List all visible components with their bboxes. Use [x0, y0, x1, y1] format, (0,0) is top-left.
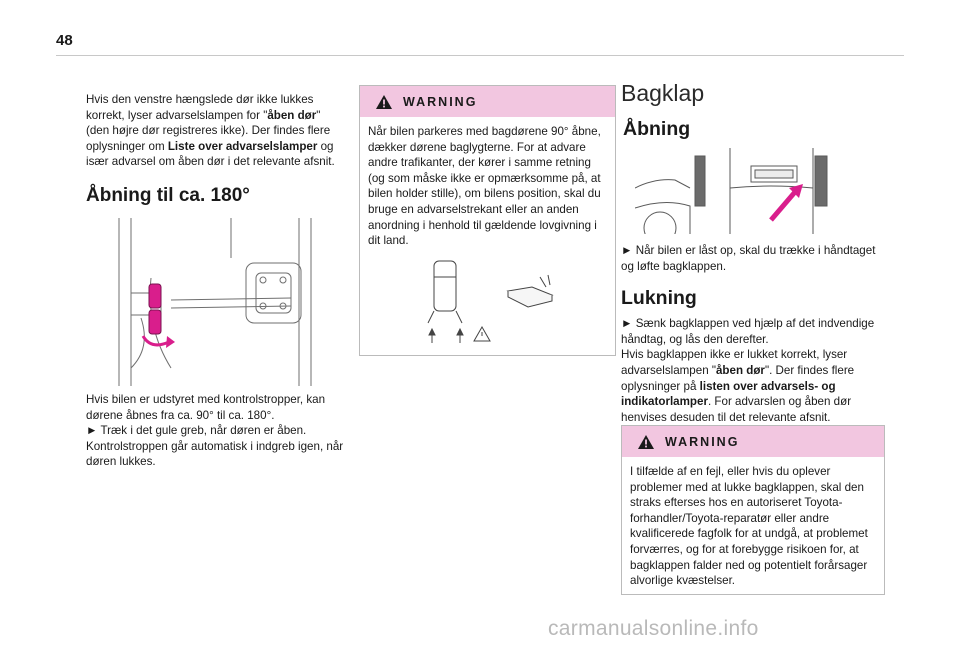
heading-open: Åbning	[623, 118, 691, 140]
close-text-3: . For advarslen og åben dør henvises desuden til det relevante afsnit.	[621, 395, 852, 424]
manual-book-icon	[508, 275, 552, 307]
check-strap-note: Kontrolstroppen går automatisk i indgreb igen, når døren lukkes.	[86, 439, 344, 469]
check-strap-instruction: ► Træk i det gule greb, når døren er åben.	[86, 424, 307, 438]
warning-text: Når bilen parkeres med bagdørene 90° åbne, dækker dørene baglygterne. For at advare andre trafikanter, der kører i samme retning (og som måske ikke er opmærksomme på, at bilen holder stille), om bilens position, skal du bruge en advarselstrekant eller an anden anordning i henhold til gældende lovgivning i dit land.	[368, 125, 601, 248]
close-text-1: Hvis bagklappen ikke er lukket korrekt, lyser advarselslampen "	[621, 348, 848, 377]
left-column	[86, 92, 341, 207]
warning-header-2	[622, 426, 884, 457]
intro-bold-1: åben dør	[267, 108, 317, 122]
header-divider	[56, 55, 904, 56]
warning-triangle-icon	[637, 434, 655, 450]
warning-header	[360, 86, 615, 117]
watermark: carmanualsonline.info	[548, 617, 759, 640]
warning-triangle-icon	[375, 94, 393, 110]
heading-open-180: Åbning til ca. 180°	[86, 184, 250, 206]
car-top-view-icon	[428, 261, 490, 343]
page-number: 48	[56, 32, 73, 49]
intro-paragraph	[86, 92, 341, 170]
close-instruction: ► Sænk bagklappen ved hjælp af det indvendige håndtag, og lås den derefter.	[621, 317, 875, 346]
close-text-2: ". Der findes flere oplysninger på	[621, 363, 855, 393]
warning-label-2: WARNING	[665, 434, 740, 449]
right-column-text	[621, 243, 883, 425]
section-title-bagklap: Bagklap	[621, 80, 705, 106]
close-bold-2: listen over advarsels- og indikatorlamper	[621, 379, 836, 409]
left-column-bottom	[86, 392, 344, 470]
tailgate-illustration	[635, 148, 830, 234]
close-paragraph	[621, 347, 883, 425]
intro-bold-2: Liste over advarselslamper	[167, 139, 318, 153]
intro-text-2: " (den højre dør registreres ikke). Der findes flere oplysninger om	[86, 108, 331, 153]
open-instruction: ► Når bilen er låst op, skal du trække i håndtaget og løfte bagklappen.	[621, 244, 876, 273]
intro-text-3: og især advarsel om åben dør i det relevante afsnit.	[86, 139, 335, 169]
warning-label: WARNING	[403, 94, 478, 109]
intro-text-1: Hvis den venstre hængslede dør ikke lukkes korrekt, lyser advarselslampen for "	[86, 93, 314, 122]
door-check-strap-illustration	[111, 218, 332, 386]
check-strap-paragraph: Hvis bilen er udstyret med kontrolstropper, kan dørene åbnes fra ca. 90° til ca. 180°.	[86, 393, 326, 422]
heading-close: Lukning	[621, 287, 697, 310]
warning-box-rear-doors	[359, 85, 616, 356]
warning-text-2: I tilfælde af en fejl, eller hvis du oplever problemer med at lukke bagklappen, skal den straks efterses hos en autoriseret Toyota-forhandler/Toyota-reparatør eller andre kvalificerede fagfolk for at undgå, at problemet forværres, og for at forebygge risikoen for, at bagklappen falder ned og potentielt forårsager alvorlige kvæstelser.	[630, 465, 868, 588]
warning-box-tailgate	[621, 425, 885, 595]
warning-illustrations	[420, 257, 570, 347]
right-column	[621, 80, 881, 141]
close-bold-1: åben dør	[715, 363, 765, 377]
